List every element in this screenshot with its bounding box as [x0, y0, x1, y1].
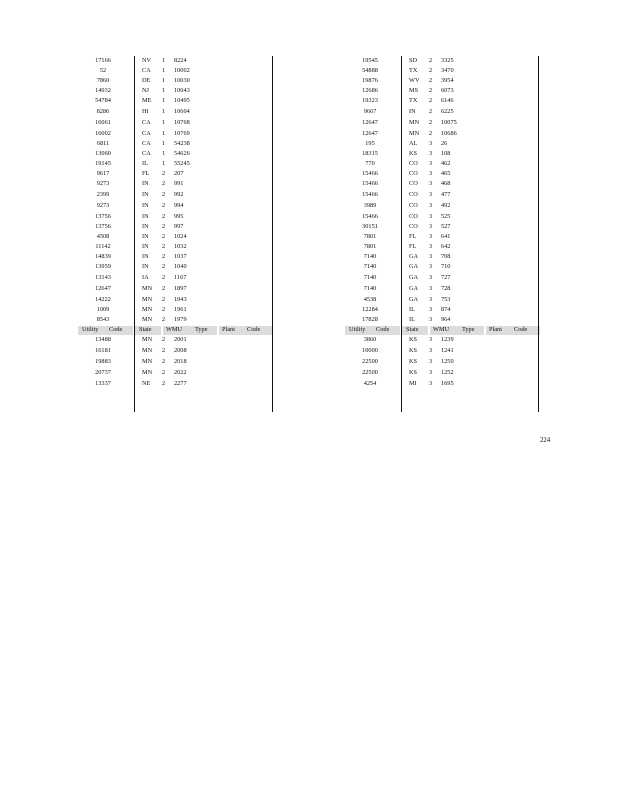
type-cell: 10769: [174, 130, 190, 137]
state-cell: IL: [409, 306, 415, 313]
state-cell: IN: [409, 108, 416, 115]
header-type: Type: [195, 326, 208, 333]
state-cell: GA: [409, 274, 419, 281]
state-cell: IN: [142, 213, 149, 220]
utility-code-cell: 54888: [362, 67, 378, 74]
header-code: Code: [376, 326, 390, 333]
wmu-cell: 2: [162, 233, 166, 240]
type-cell: 468: [441, 180, 451, 187]
header-utility: Utility: [349, 326, 366, 333]
header-plant: Plant: [489, 326, 502, 333]
utility-code-cell: 13756: [95, 213, 111, 220]
wmu-cell: 3: [429, 347, 433, 354]
utility-code-cell: 52: [99, 67, 107, 74]
header-wmu-type: [430, 326, 484, 335]
type-cell: 1943: [174, 296, 187, 303]
type-cell: 1979: [174, 316, 187, 323]
type-cell: 6073: [441, 87, 454, 94]
utility-code-cell: 18315: [362, 150, 378, 157]
type-cell: 6146: [441, 97, 454, 104]
state-cell: GA: [409, 263, 419, 270]
type-cell: 10030: [174, 77, 190, 84]
state-cell: IL: [409, 316, 415, 323]
type-cell: 207: [174, 170, 184, 177]
header-code: Code: [109, 326, 123, 333]
utility-code-cell: 22500: [362, 369, 378, 376]
type-cell: 3325: [441, 57, 454, 64]
wmu-cell: 2: [429, 57, 433, 64]
wmu-cell: 2: [162, 253, 166, 260]
utility-code-cell: 7140: [363, 263, 377, 270]
wmu-cell: 3: [429, 369, 433, 376]
utility-code-cell: 12647: [95, 285, 111, 292]
utility-code-cell: 12686: [362, 87, 378, 94]
state-cell: NJ: [142, 87, 149, 94]
wmu-cell: 3: [429, 358, 433, 365]
wmu-cell: 2: [162, 202, 166, 209]
type-cell: 462: [441, 160, 451, 167]
utility-code-cell: 16061: [95, 119, 111, 126]
type-cell: 2018: [174, 358, 187, 365]
state-cell: IN: [142, 202, 149, 209]
type-cell: 10686: [441, 130, 457, 137]
utility-code-cell: 13143: [95, 274, 111, 281]
state-cell: HI: [142, 108, 149, 115]
utility-code-cell: 19545: [362, 57, 378, 64]
state-cell: MN: [142, 358, 153, 365]
utility-code-cell: 13060: [95, 150, 111, 157]
type-cell: 1167: [174, 274, 187, 281]
header-code2: Code: [514, 326, 528, 333]
type-cell: 3470: [441, 67, 454, 74]
wmu-cell: 3: [429, 223, 433, 230]
utility-code-cell: 17166: [95, 57, 111, 64]
wmu-cell: 2: [429, 108, 433, 115]
header-utility: Utility: [82, 326, 99, 333]
state-cell: IN: [142, 243, 149, 250]
wmu-cell: 1: [162, 160, 166, 167]
wmu-cell: 3: [429, 140, 433, 147]
type-cell: 10002: [174, 67, 190, 74]
state-cell: IN: [142, 180, 149, 187]
type-cell: 1239: [441, 336, 454, 343]
type-cell: 728: [441, 285, 451, 292]
type-cell: 2022: [174, 369, 187, 376]
utility-code-cell: 15466: [362, 213, 378, 220]
wmu-cell: 2: [162, 170, 166, 177]
state-cell: GA: [409, 253, 419, 260]
state-cell: MN: [142, 347, 153, 354]
wmu-cell: 2: [162, 213, 166, 220]
wmu-cell: 3: [429, 243, 433, 250]
wmu-cell: 3: [429, 296, 433, 303]
type-cell: 525: [441, 213, 451, 220]
left-column-divider-2: [272, 56, 273, 412]
utility-code-cell: 9273: [96, 202, 110, 209]
wmu-cell: 2: [429, 87, 433, 94]
wmu-cell: 3: [429, 274, 433, 281]
page-number: 224: [540, 437, 551, 444]
utility-code-cell: 4254: [363, 380, 377, 387]
type-cell: 874: [441, 306, 451, 313]
state-cell: MI: [409, 380, 417, 387]
utility-code-cell: 16002: [95, 130, 111, 137]
wmu-cell: 2: [162, 223, 166, 230]
state-cell: IN: [142, 191, 149, 198]
wmu-cell: 2: [429, 119, 433, 126]
wmu-cell: 2: [162, 285, 166, 292]
state-cell: KS: [409, 336, 418, 343]
state-cell: FL: [142, 170, 150, 177]
state-cell: CO: [409, 180, 418, 187]
type-cell: 994: [174, 202, 184, 209]
state-cell: CO: [409, 213, 418, 220]
type-cell: 995: [174, 213, 184, 220]
state-cell: SD: [409, 57, 418, 64]
state-cell: NV: [142, 57, 152, 64]
state-cell: IN: [142, 233, 149, 240]
utility-code-cell: 6811: [96, 140, 110, 147]
wmu-cell: 1: [162, 97, 166, 104]
utility-code-cell: 770: [365, 160, 375, 167]
state-cell: MN: [142, 316, 153, 323]
wmu-cell: 3: [429, 160, 433, 167]
utility-code-cell: 9273: [96, 180, 110, 187]
wmu-cell: 3: [429, 170, 433, 177]
utility-code-cell: 7801: [363, 233, 377, 240]
utility-code-cell: 19883: [95, 358, 111, 365]
type-cell: 55245: [174, 160, 190, 167]
utility-code-cell: 14839: [95, 253, 111, 260]
type-cell: 1897: [174, 285, 187, 292]
header-wmu: WMU: [433, 326, 450, 333]
utility-code-cell: 15466: [362, 180, 378, 187]
wmu-cell: 1: [162, 150, 166, 157]
utility-code-cell: 19145: [95, 160, 111, 167]
wmu-cell: 2: [162, 316, 166, 323]
wmu-cell: 2: [162, 191, 166, 198]
utility-code-cell: 54784: [95, 97, 111, 104]
type-cell: 54626: [174, 150, 190, 157]
state-cell: MN: [142, 296, 153, 303]
utility-code-cell: 11142: [95, 243, 111, 250]
utility-code-cell: 14222: [95, 296, 111, 303]
type-cell: 108: [441, 150, 451, 157]
type-cell: 1241: [441, 347, 454, 354]
wmu-cell: 3: [429, 285, 433, 292]
state-cell: ME: [142, 97, 152, 104]
type-cell: 6225: [441, 108, 454, 115]
wmu-cell: 3: [429, 233, 433, 240]
wmu-cell: 3: [429, 306, 433, 313]
state-cell: MN: [142, 306, 153, 313]
utility-code-cell: 13488: [95, 336, 111, 343]
state-cell: TX: [409, 97, 418, 104]
wmu-cell: 3: [429, 180, 433, 187]
utility-code-cell: 7140: [363, 274, 377, 281]
state-cell: NE: [142, 380, 151, 387]
state-cell: CA: [142, 140, 151, 147]
type-cell: 10043: [174, 87, 190, 94]
wmu-cell: 1: [162, 57, 166, 64]
type-cell: 727: [441, 274, 451, 281]
utility-code-cell: 19876: [362, 77, 378, 84]
state-cell: MN: [142, 285, 153, 292]
state-cell: FL: [409, 243, 417, 250]
type-cell: 1037: [174, 253, 187, 260]
type-cell: 1040: [174, 263, 187, 270]
state-cell: GA: [409, 285, 419, 292]
wmu-cell: 2: [429, 67, 433, 74]
type-cell: 753: [441, 296, 451, 303]
utility-code-cell: 7860: [96, 77, 110, 84]
state-cell: CA: [142, 130, 151, 137]
wmu-cell: 2: [429, 77, 433, 84]
type-cell: 2001: [174, 336, 187, 343]
state-cell: IN: [142, 263, 149, 270]
utility-code-cell: 7140: [363, 253, 377, 260]
state-cell: CA: [142, 67, 151, 74]
wmu-cell: 3: [429, 213, 433, 220]
header-state-cell: [135, 326, 161, 335]
type-cell: 708: [441, 253, 451, 260]
type-cell: 1024: [174, 233, 187, 240]
type-cell: 527: [441, 223, 451, 230]
wmu-cell: 1: [162, 130, 166, 137]
type-cell: 710: [441, 263, 451, 270]
header-wmu-type: [163, 326, 217, 335]
utility-code-cell: 7801: [363, 243, 377, 250]
type-cell: 1250: [441, 358, 454, 365]
type-cell: 2277: [174, 380, 187, 387]
state-cell: IL: [142, 160, 148, 167]
utility-code-cell: 17828: [362, 316, 378, 323]
type-cell: 8224: [174, 57, 187, 64]
state-cell: CA: [142, 150, 151, 157]
state-cell: CO: [409, 202, 418, 209]
wmu-cell: 1: [162, 140, 166, 147]
header-plant: Plant: [222, 326, 235, 333]
type-cell: 641: [441, 233, 451, 240]
state-cell: MS: [409, 87, 419, 94]
header-state-cell: [402, 326, 428, 335]
type-cell: 964: [441, 316, 451, 323]
state-cell: CO: [409, 223, 418, 230]
wmu-cell: 2: [429, 130, 433, 137]
wmu-cell: 3: [429, 336, 433, 343]
type-cell: 1961: [174, 306, 187, 313]
state-cell: CO: [409, 191, 418, 198]
state-cell: WV: [409, 77, 420, 84]
state-cell: IA: [142, 274, 149, 281]
state-cell: KS: [409, 369, 418, 376]
left-column-divider-1: [134, 56, 135, 412]
type-cell: 1695: [441, 380, 454, 387]
type-cell: 10768: [174, 119, 190, 126]
header-code2: Code: [247, 326, 261, 333]
state-cell: KS: [409, 347, 418, 354]
wmu-cell: 3: [429, 380, 433, 387]
state-cell: CO: [409, 160, 418, 167]
utility-code-cell: 13959: [95, 263, 111, 270]
utility-code-cell: 15466: [362, 191, 378, 198]
state-cell: KS: [409, 150, 418, 157]
type-cell: 477: [441, 191, 451, 198]
type-cell: 991: [174, 180, 184, 187]
utility-code-cell: 3989: [363, 202, 377, 209]
utility-code-cell: 16181: [95, 347, 111, 354]
type-cell: 1032: [174, 243, 187, 250]
state-cell: MN: [142, 336, 153, 343]
utility-code-cell: 13756: [95, 223, 111, 230]
wmu-cell: 2: [162, 369, 166, 376]
type-cell: 492: [441, 202, 451, 209]
type-cell: 54238: [174, 140, 190, 147]
state-cell: IN: [142, 223, 149, 230]
state-cell: GA: [409, 296, 419, 303]
wmu-cell: 2: [162, 347, 166, 354]
wmu-cell: 2: [162, 180, 166, 187]
state-cell: FL: [409, 233, 417, 240]
header-state: State: [139, 326, 152, 333]
utility-code-cell: 2399: [96, 191, 110, 198]
utility-code-cell: 12647: [362, 130, 378, 137]
header-type: Type: [462, 326, 475, 333]
right-column-divider-1: [401, 56, 402, 412]
state-cell: MN: [142, 369, 153, 376]
type-cell: 642: [441, 243, 451, 250]
utility-code-cell: 12647: [362, 119, 378, 126]
state-cell: IN: [142, 253, 149, 260]
wmu-cell: 2: [162, 306, 166, 313]
utility-code-cell: 4538: [363, 296, 377, 303]
utility-code-cell: 15466: [362, 170, 378, 177]
utility-code-cell: 30151: [362, 223, 378, 230]
wmu-cell: 2: [162, 263, 166, 270]
state-cell: TX: [409, 67, 418, 74]
utility-code-cell: 3860: [363, 336, 377, 343]
header-utility-code: [345, 326, 400, 335]
wmu-cell: 3: [429, 202, 433, 209]
wmu-cell: 2: [429, 97, 433, 104]
utility-code-cell: 19323: [362, 97, 378, 104]
state-cell: MN: [409, 119, 420, 126]
wmu-cell: 2: [162, 336, 166, 343]
wmu-cell: 2: [162, 358, 166, 365]
type-cell: 465: [441, 170, 451, 177]
state-cell: AL: [409, 140, 418, 147]
type-cell: 992: [174, 191, 184, 198]
wmu-cell: 2: [162, 296, 166, 303]
type-cell: 10495: [174, 97, 190, 104]
wmu-cell: 2: [162, 274, 166, 281]
wmu-cell: 3: [429, 191, 433, 198]
type-cell: 10604: [174, 108, 190, 115]
state-cell: CO: [409, 170, 418, 177]
wmu-cell: 3: [429, 263, 433, 270]
utility-code-cell: 9667: [363, 108, 377, 115]
wmu-cell: 1: [162, 87, 166, 94]
wmu-cell: 1: [162, 67, 166, 74]
wmu-cell: 2: [162, 243, 166, 250]
utility-code-cell: 13337: [95, 380, 111, 387]
utility-code-cell: 9617: [96, 170, 110, 177]
utility-code-cell: 14932: [95, 87, 111, 94]
utility-code-cell: 8286: [96, 108, 110, 115]
header-plant-code: [219, 326, 273, 335]
utility-code-cell: 195: [365, 140, 375, 147]
type-cell: 3954: [441, 77, 454, 84]
wmu-cell: 3: [429, 150, 433, 157]
type-cell: 1252: [441, 369, 454, 376]
header-plant-code: [486, 326, 540, 335]
wmu-cell: 1: [162, 77, 166, 84]
utility-code-cell: 1009: [96, 306, 110, 313]
utility-code-cell: 10000: [362, 347, 378, 354]
state-cell: MN: [409, 130, 420, 137]
type-cell: 10075: [441, 119, 457, 126]
state-cell: KS: [409, 358, 418, 365]
utility-code-cell: 4508: [96, 233, 110, 240]
state-cell: DE: [142, 77, 151, 84]
wmu-cell: 3: [429, 253, 433, 260]
right-column-divider-2: [538, 56, 539, 412]
wmu-cell: 3: [429, 316, 433, 323]
type-cell: 997: [174, 223, 184, 230]
utility-code-cell: 22500: [362, 358, 378, 365]
header-wmu: WMU: [166, 326, 183, 333]
type-cell: 2008: [174, 347, 187, 354]
type-cell: 26: [441, 140, 448, 147]
utility-code-cell: 8543: [96, 316, 110, 323]
wmu-cell: 1: [162, 119, 166, 126]
utility-code-cell: 7140: [363, 285, 377, 292]
wmu-cell: 2: [162, 380, 166, 387]
header-utility-code: [78, 326, 133, 335]
header-state: State: [406, 326, 419, 333]
wmu-cell: 1: [162, 108, 166, 115]
utility-code-cell: 20737: [95, 369, 111, 376]
utility-code-cell: 12284: [362, 306, 378, 313]
state-cell: CA: [142, 119, 151, 126]
